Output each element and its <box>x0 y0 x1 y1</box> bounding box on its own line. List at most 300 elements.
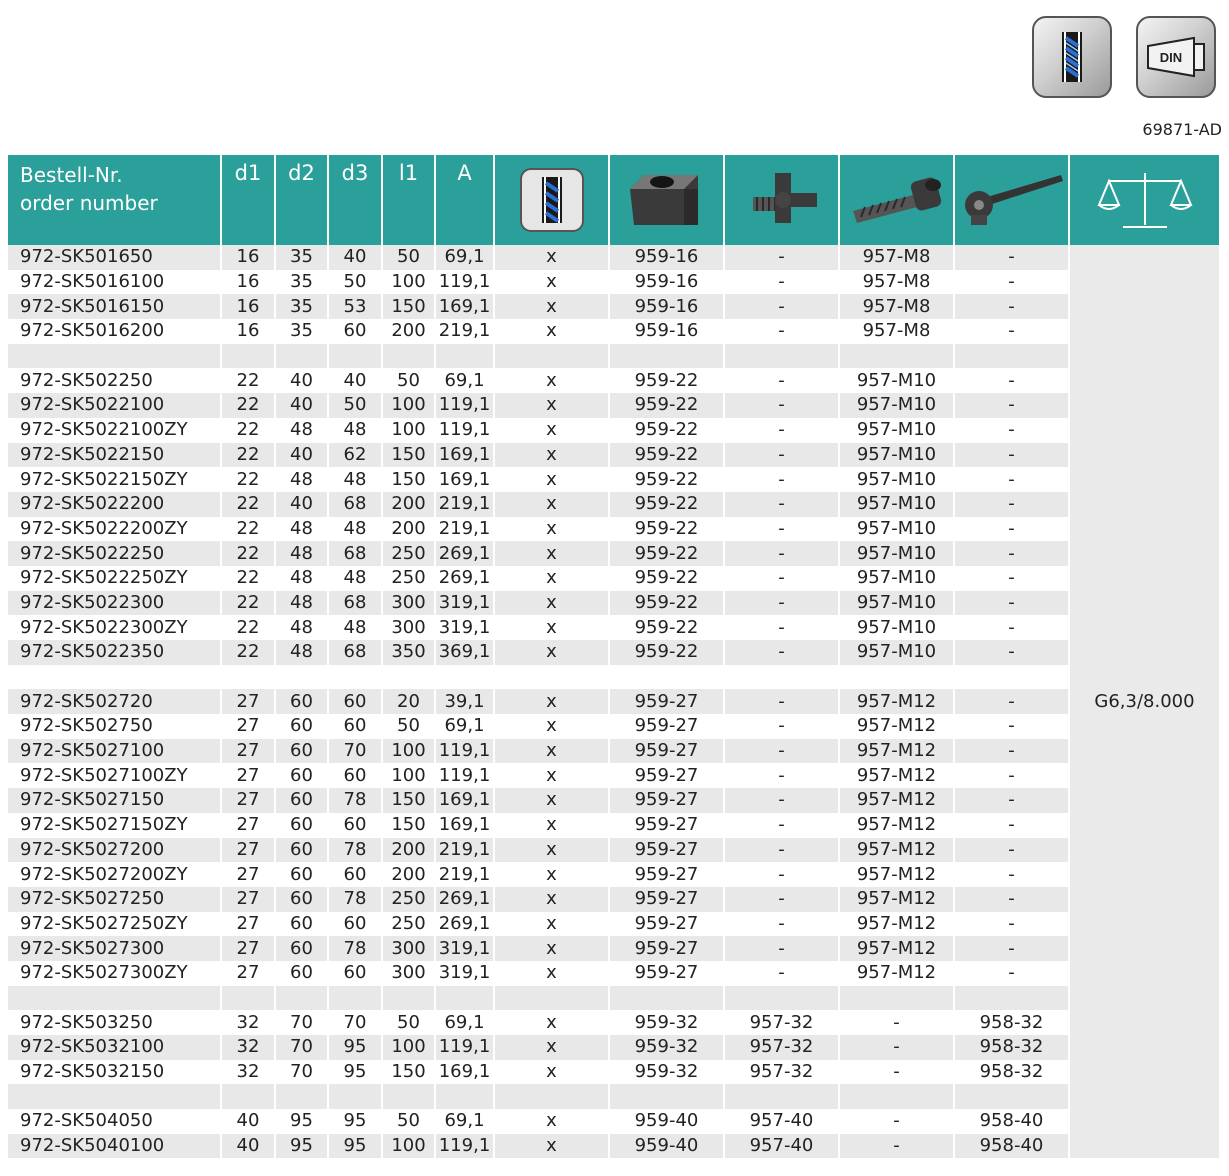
cell-spanner-wrench: - <box>955 517 1070 542</box>
cell-a: 219,1 <box>436 492 495 517</box>
cell-d1: 40 <box>222 1134 276 1159</box>
table-row <box>8 640 1219 665</box>
table-row <box>8 936 1219 961</box>
cell-adjusting-screw: - <box>725 566 840 591</box>
spacer-row <box>8 1084 1219 1109</box>
cell-l1: 100 <box>383 393 436 418</box>
cell-cap-screw <box>840 665 955 690</box>
cell-cap-screw <box>840 344 955 369</box>
cell-order-number: 972-SK5027100 <box>8 739 222 764</box>
cell-d3: 68 <box>329 492 383 517</box>
cell-d2: 35 <box>276 270 329 295</box>
cell-spanner-wrench: - <box>955 813 1070 838</box>
cell-spanner-wrench: - <box>955 541 1070 566</box>
cell-spanner-wrench: - <box>955 245 1070 270</box>
cell-l1: 300 <box>383 591 436 616</box>
cell-adjusting-screw <box>725 344 840 369</box>
cell-d2 <box>276 1084 329 1109</box>
cell-d3: 95 <box>329 1134 383 1159</box>
cell-adjusting-screw: 957-32 <box>725 1010 840 1035</box>
cell-adjusting-screw: - <box>725 591 840 616</box>
cell-d2: 48 <box>276 467 329 492</box>
cell-l1: 300 <box>383 615 436 640</box>
cell-order-number: 972-SK5022200 <box>8 492 222 517</box>
table-row <box>8 838 1219 863</box>
cell-d1: 22 <box>222 393 276 418</box>
table-row <box>8 1060 1219 1085</box>
cell-clamping-sleeve: x <box>495 862 610 887</box>
cell-l1: 150 <box>383 1060 436 1085</box>
cell-clamping-sleeve: x <box>495 368 610 393</box>
cell-d1: 40 <box>222 1109 276 1134</box>
col-header-spanner-wrench <box>955 155 1070 245</box>
cell-spanner-wrench <box>955 1084 1070 1109</box>
cell-order-number: 972-SK5032100 <box>8 1035 222 1060</box>
cell-order-number: 972-SK5022250ZY <box>8 566 222 591</box>
cell-clamping-sleeve: x <box>495 319 610 344</box>
cell-l1: 50 <box>383 368 436 393</box>
cell-order-number: 972-SK5022200ZY <box>8 517 222 542</box>
cell-order-number: 972-SK5022150ZY <box>8 467 222 492</box>
cell-d1: 16 <box>222 270 276 295</box>
cell-adjusting-screw: - <box>725 393 840 418</box>
cell-l1: 250 <box>383 912 436 937</box>
table-row <box>8 1134 1219 1159</box>
cell-adjusting-screw: - <box>725 862 840 887</box>
cell-adjusting-screw: - <box>725 813 840 838</box>
cell-order-number: 972-SK5022100ZY <box>8 418 222 443</box>
cell-a: 169,1 <box>436 443 495 468</box>
cell-d1: 27 <box>222 689 276 714</box>
cell-d2: 60 <box>276 887 329 912</box>
cell-adjusting-screw: - <box>725 936 840 961</box>
cell-spanner-wrench: - <box>955 368 1070 393</box>
cell-d2: 35 <box>276 319 329 344</box>
cell-a: 219,1 <box>436 862 495 887</box>
cell-adjusting-screw: - <box>725 319 840 344</box>
cell-l1: 50 <box>383 1109 436 1134</box>
cell-d3: 68 <box>329 591 383 616</box>
cell-l1: 350 <box>383 640 436 665</box>
table-row <box>8 862 1219 887</box>
cell-spanner-wrench: - <box>955 566 1070 591</box>
cell-d2: 60 <box>276 862 329 887</box>
cell-order-number <box>8 665 222 690</box>
cell-cap-screw: 957-M12 <box>840 763 955 788</box>
cell-spanner-wrench: - <box>955 862 1070 887</box>
cell-d3: 78 <box>329 936 383 961</box>
cell-d1: 22 <box>222 640 276 665</box>
table-row <box>8 813 1219 838</box>
cell-a: 219,1 <box>436 517 495 542</box>
cell-l1: 100 <box>383 1035 436 1060</box>
cell-stop-block <box>610 665 725 690</box>
cell-cap-screw: 957-M10 <box>840 393 955 418</box>
cell-cap-screw: 957-M10 <box>840 443 955 468</box>
cell-cap-screw: 957-M12 <box>840 813 955 838</box>
cell-order-number: 972-SK5027200ZY <box>8 862 222 887</box>
table-row <box>8 1109 1219 1134</box>
cell-order-number: 972-SK5027250ZY <box>8 912 222 937</box>
cell-clamping-sleeve: x <box>495 1035 610 1060</box>
cell-cap-screw: 957-M10 <box>840 615 955 640</box>
cell-d2: 60 <box>276 788 329 813</box>
cell-d1: 16 <box>222 245 276 270</box>
cell-d3: 40 <box>329 245 383 270</box>
cell-l1: 150 <box>383 788 436 813</box>
cell-stop-block: 959-22 <box>610 443 725 468</box>
cell-d3: 60 <box>329 714 383 739</box>
cell-stop-block: 959-22 <box>610 467 725 492</box>
cell-d1: 22 <box>222 418 276 443</box>
cell-a: 119,1 <box>436 739 495 764</box>
col-header-d1: d1 <box>222 155 276 245</box>
cell-d3: 50 <box>329 393 383 418</box>
cell-a: 169,1 <box>436 788 495 813</box>
cell-a: 39,1 <box>436 689 495 714</box>
cell-clamping-sleeve: x <box>495 813 610 838</box>
cell-order-number: 972-SK5027100ZY <box>8 763 222 788</box>
col-header-cap-screw <box>840 155 955 245</box>
cell-d2 <box>276 665 329 690</box>
cell-spanner-wrench: - <box>955 393 1070 418</box>
cell-clamping-sleeve: x <box>495 961 610 986</box>
col-header-adjusting-screw <box>725 155 840 245</box>
table-row <box>8 961 1219 986</box>
cell-stop-block: 959-27 <box>610 912 725 937</box>
cell-spanner-wrench: 958-40 <box>955 1134 1070 1159</box>
cell-d1: 27 <box>222 763 276 788</box>
cell-stop-block: 959-32 <box>610 1060 725 1085</box>
cell-d1: 22 <box>222 517 276 542</box>
cell-cap-screw: 957-M12 <box>840 936 955 961</box>
cell-d2: 48 <box>276 566 329 591</box>
cell-clamping-sleeve: x <box>495 912 610 937</box>
cell-l1 <box>383 1084 436 1109</box>
cell-d3: 95 <box>329 1060 383 1085</box>
cell-d2: 60 <box>276 961 329 986</box>
cell-stop-block: 959-27 <box>610 788 725 813</box>
cell-adjusting-screw: - <box>725 763 840 788</box>
cell-clamping-sleeve <box>495 665 610 690</box>
cell-d1: 27 <box>222 838 276 863</box>
table-row <box>8 788 1219 813</box>
cell-a: 119,1 <box>436 1035 495 1060</box>
cell-d2: 48 <box>276 640 329 665</box>
cell-a: 169,1 <box>436 1060 495 1085</box>
cell-cap-screw: 957-M12 <box>840 714 955 739</box>
cell-stop-block <box>610 344 725 369</box>
cell-clamping-sleeve: x <box>495 763 610 788</box>
cell-l1: 300 <box>383 936 436 961</box>
cell-spanner-wrench: - <box>955 418 1070 443</box>
cell-adjusting-screw: - <box>725 418 840 443</box>
cell-clamping-sleeve: x <box>495 838 610 863</box>
cell-l1: 150 <box>383 813 436 838</box>
table-row <box>8 393 1219 418</box>
cell-a: 319,1 <box>436 961 495 986</box>
cell-spanner-wrench: - <box>955 739 1070 764</box>
table-row <box>8 418 1219 443</box>
cell-d2: 48 <box>276 541 329 566</box>
cell-cap-screw: 957-M12 <box>840 689 955 714</box>
table-row <box>8 689 1219 714</box>
cell-clamping-sleeve: x <box>495 689 610 714</box>
cell-adjusting-screw: - <box>725 517 840 542</box>
cell-d1: 22 <box>222 591 276 616</box>
cell-d2: 48 <box>276 517 329 542</box>
col-header-stop-block <box>610 155 725 245</box>
cell-order-number <box>8 344 222 369</box>
cell-d3 <box>329 1084 383 1109</box>
cell-a: 69,1 <box>436 245 495 270</box>
table-row <box>8 541 1219 566</box>
spacer-row <box>8 344 1219 369</box>
cell-stop-block: 959-27 <box>610 763 725 788</box>
cell-adjusting-screw: - <box>725 615 840 640</box>
cell-a: 319,1 <box>436 615 495 640</box>
cell-spanner-wrench: - <box>955 270 1070 295</box>
cell-spanner-wrench: - <box>955 492 1070 517</box>
cell-a <box>436 665 495 690</box>
cell-cap-screw: 957-M10 <box>840 591 955 616</box>
cell-a: 269,1 <box>436 566 495 591</box>
cell-stop-block: 959-27 <box>610 961 725 986</box>
cell-a <box>436 344 495 369</box>
table-row <box>8 591 1219 616</box>
cell-cap-screw: 957-M10 <box>840 640 955 665</box>
cell-d2: 60 <box>276 912 329 937</box>
cell-spanner-wrench: - <box>955 961 1070 986</box>
table-row <box>8 517 1219 542</box>
cell-d2: 60 <box>276 763 329 788</box>
cell-stop-block: 959-22 <box>610 615 725 640</box>
cell-cap-screw: - <box>840 1060 955 1085</box>
cell-clamping-sleeve: x <box>495 443 610 468</box>
cell-d3: 78 <box>329 887 383 912</box>
cell-l1: 50 <box>383 1010 436 1035</box>
cell-l1: 100 <box>383 418 436 443</box>
cell-order-number: 972-SK5032150 <box>8 1060 222 1085</box>
cell-order-number: 972-SK5016100 <box>8 270 222 295</box>
cell-clamping-sleeve: x <box>495 517 610 542</box>
cell-adjusting-screw: - <box>725 912 840 937</box>
spanner-wrench-icon <box>957 167 1067 229</box>
cell-adjusting-screw: - <box>725 788 840 813</box>
table-row <box>8 492 1219 517</box>
cell-cap-screw: 957-M8 <box>840 245 955 270</box>
cell-spanner-wrench: - <box>955 912 1070 937</box>
cell-d2: 60 <box>276 739 329 764</box>
cell-clamping-sleeve: x <box>495 615 610 640</box>
cell-l1: 250 <box>383 541 436 566</box>
cell-d3: 60 <box>329 813 383 838</box>
cell-stop-block: 959-22 <box>610 591 725 616</box>
cell-spanner-wrench: 958-40 <box>955 1109 1070 1134</box>
table-row <box>8 739 1219 764</box>
cell-a: 269,1 <box>436 912 495 937</box>
cell-d2: 60 <box>276 714 329 739</box>
cell-l1: 100 <box>383 1134 436 1159</box>
cell-a: 169,1 <box>436 294 495 319</box>
cell-d2: 40 <box>276 368 329 393</box>
cell-cap-screw: 957-M8 <box>840 319 955 344</box>
cell-spanner-wrench: - <box>955 294 1070 319</box>
table-row <box>8 245 1219 270</box>
cell-cap-screw: 957-M10 <box>840 492 955 517</box>
cell-d1: 27 <box>222 813 276 838</box>
cell-d2: 48 <box>276 591 329 616</box>
cell-d2: 60 <box>276 813 329 838</box>
cell-a: 119,1 <box>436 418 495 443</box>
top-icon-group <box>1032 16 1222 139</box>
cell-spanner-wrench <box>955 986 1070 1011</box>
cell-stop-block <box>610 1084 725 1109</box>
cell-d2: 40 <box>276 443 329 468</box>
table-row <box>8 566 1219 591</box>
cell-clamping-sleeve: x <box>495 418 610 443</box>
cell-stop-block: 959-16 <box>610 270 725 295</box>
spacer-row <box>8 986 1219 1011</box>
cap-screw-icon <box>847 167 947 229</box>
cell-stop-block: 959-27 <box>610 714 725 739</box>
cell-cap-screw: - <box>840 1010 955 1035</box>
cell-order-number: 972-SK5022250 <box>8 541 222 566</box>
cell-d2 <box>276 344 329 369</box>
cell-stop-block: 959-27 <box>610 862 725 887</box>
table-row <box>8 467 1219 492</box>
cell-d1: 22 <box>222 615 276 640</box>
cell-order-number: 972-SK5027250 <box>8 887 222 912</box>
cell-a: 69,1 <box>436 1109 495 1134</box>
cell-stop-block: 959-27 <box>610 813 725 838</box>
cell-a: 169,1 <box>436 467 495 492</box>
cell-spanner-wrench: - <box>955 319 1070 344</box>
col-header-order-number <box>8 155 222 245</box>
cell-stop-block: 959-27 <box>610 887 725 912</box>
cell-d2: 60 <box>276 936 329 961</box>
cell-l1: 150 <box>383 443 436 468</box>
cell-adjusting-screw <box>725 1084 840 1109</box>
cell-adjusting-screw: - <box>725 467 840 492</box>
cell-l1: 150 <box>383 467 436 492</box>
cell-clamping-sleeve: x <box>495 1010 610 1035</box>
cell-d3: 40 <box>329 368 383 393</box>
table-row <box>8 887 1219 912</box>
cell-d1: 32 <box>222 1060 276 1085</box>
weight-scale-icon <box>1095 167 1195 233</box>
table-row <box>8 319 1219 344</box>
cell-stop-block: 959-27 <box>610 739 725 764</box>
cell-d1 <box>222 1084 276 1109</box>
cell-l1: 50 <box>383 714 436 739</box>
cell-d3 <box>329 665 383 690</box>
table-row <box>8 1010 1219 1035</box>
cell-stop-block: 959-32 <box>610 1010 725 1035</box>
cell-cap-screw: 957-M12 <box>840 788 955 813</box>
cell-cap-screw: 957-M12 <box>840 739 955 764</box>
cell-d3: 70 <box>329 1010 383 1035</box>
cell-clamping-sleeve: x <box>495 492 610 517</box>
cell-d1: 22 <box>222 368 276 393</box>
cell-a: 119,1 <box>436 270 495 295</box>
cell-d3: 60 <box>329 912 383 937</box>
cell-d3: 95 <box>329 1109 383 1134</box>
cell-a: 69,1 <box>436 1010 495 1035</box>
cell-stop-block: 959-22 <box>610 492 725 517</box>
cell-order-number: 972-SK502720 <box>8 689 222 714</box>
cell-cap-screw: 957-M12 <box>840 912 955 937</box>
cell-l1 <box>383 986 436 1011</box>
cell-spanner-wrench: - <box>955 689 1070 714</box>
cell-d1: 32 <box>222 1035 276 1060</box>
table-row <box>8 443 1219 468</box>
cell-adjusting-screw: 957-40 <box>725 1134 840 1159</box>
cell-cap-screw: 957-M10 <box>840 467 955 492</box>
cell-d2: 48 <box>276 418 329 443</box>
cell-d1: 27 <box>222 961 276 986</box>
cell-d2: 70 <box>276 1035 329 1060</box>
cell-cap-screw: - <box>840 1035 955 1060</box>
cell-clamping-sleeve: x <box>495 887 610 912</box>
cell-a <box>436 1084 495 1109</box>
cell-order-number: 972-SK5027300ZY <box>8 961 222 986</box>
cell-d3: 60 <box>329 961 383 986</box>
cell-stop-block: 959-16 <box>610 245 725 270</box>
cell-adjusting-screw: - <box>725 739 840 764</box>
cell-cap-screw: 957-M10 <box>840 541 955 566</box>
cell-order-number: 972-SK5022150 <box>8 443 222 468</box>
cell-l1: 200 <box>383 517 436 542</box>
cell-d2: 60 <box>276 689 329 714</box>
din-standard-icon <box>1136 16 1216 98</box>
cell-order-number: 972-SK5022300 <box>8 591 222 616</box>
cell-order-number: 972-SK504050 <box>8 1109 222 1134</box>
cell-clamping-sleeve: x <box>495 541 610 566</box>
cell-a: 69,1 <box>436 368 495 393</box>
cell-d3: 70 <box>329 739 383 764</box>
cell-spanner-wrench: - <box>955 443 1070 468</box>
cell-d1: 27 <box>222 936 276 961</box>
stop-block-icon <box>624 167 710 229</box>
col-header-d2: d2 <box>276 155 329 245</box>
cell-d3 <box>329 344 383 369</box>
cell-stop-block: 959-16 <box>610 294 725 319</box>
cell-clamping-sleeve: x <box>495 936 610 961</box>
cell-stop-block: 959-16 <box>610 319 725 344</box>
cell-a <box>436 986 495 1011</box>
cell-d3: 95 <box>329 1035 383 1060</box>
cell-cap-screw: 957-M8 <box>840 270 955 295</box>
clamping-sleeve-icon <box>1032 16 1112 98</box>
din-text: DIN <box>1159 50 1183 65</box>
cell-d2: 95 <box>276 1134 329 1159</box>
cell-order-number: 972-SK5027200 <box>8 838 222 863</box>
cell-d2: 40 <box>276 492 329 517</box>
cell-d1: 22 <box>222 541 276 566</box>
cell-order-number: 972-SK5040100 <box>8 1134 222 1159</box>
cell-cap-screw: 957-M12 <box>840 887 955 912</box>
cell-l1: 250 <box>383 887 436 912</box>
cell-cap-screw: - <box>840 1134 955 1159</box>
cell-adjusting-screw: - <box>725 887 840 912</box>
cell-adjusting-screw <box>725 986 840 1011</box>
cell-d1: 27 <box>222 862 276 887</box>
cell-d3: 48 <box>329 517 383 542</box>
cell-order-number: 972-SK501650 <box>8 245 222 270</box>
cell-d3: 48 <box>329 467 383 492</box>
cell-adjusting-screw <box>725 665 840 690</box>
